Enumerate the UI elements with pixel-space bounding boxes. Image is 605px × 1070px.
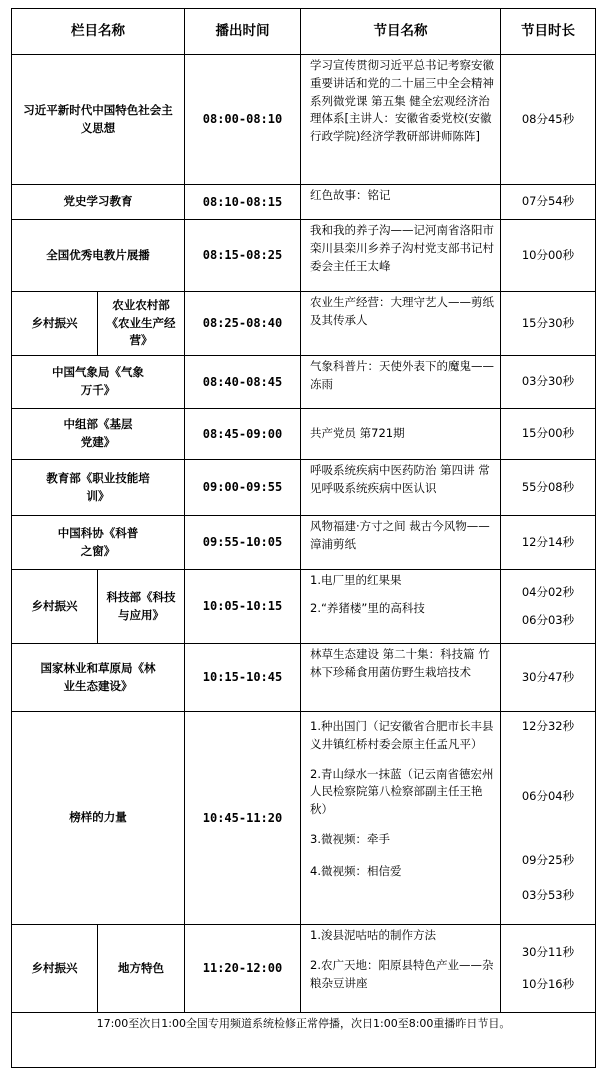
program-item: 1.种出国门（记安徽省合肥市长丰县义井镇红桥村委会原主任孟凡平）	[310, 719, 494, 751]
column-name: 全国优秀电教片展播	[12, 220, 185, 292]
table-row	[12, 570, 596, 644]
column-name: 国家林业和草原局《林业生态建设》	[12, 644, 185, 712]
program-list	[301, 570, 501, 644]
group-name: 乡村振兴	[12, 292, 98, 356]
table-row	[12, 925, 596, 1013]
duration: 03分30秒	[501, 356, 596, 409]
column-name: 榜样的力量	[12, 712, 185, 925]
program-name: 我和我的养子沟——记河南省洛阳市栾川县栾川乡养子沟村党支部书记村委会主任王太峰	[301, 220, 501, 292]
duration-item: 30分11秒	[521, 944, 575, 959]
duration-item: 03分53秒	[521, 888, 575, 903]
duration-item: 12分32秒	[521, 719, 575, 733]
duration: 55分08秒	[501, 460, 596, 516]
air-time: 10:05-10:15	[185, 570, 301, 644]
duration-item: 10分16秒	[521, 976, 575, 991]
duration-item: 06分03秒	[521, 612, 575, 627]
duration-item: 06分04秒	[521, 788, 575, 803]
program-item: 3.微视频：牵手	[310, 832, 390, 847]
group-name: 乡村振兴	[12, 925, 98, 1013]
program-name: 共产党员 第721期	[301, 409, 501, 460]
program-item: 1.浚县泥咕咕的制作方法	[310, 928, 436, 942]
air-time: 09:00-09:55	[185, 460, 301, 516]
table-row	[12, 356, 596, 409]
table-row	[12, 460, 596, 516]
air-time: 10:45-11:20	[185, 712, 301, 925]
table-row	[12, 292, 596, 356]
table-row	[12, 516, 596, 570]
column-name: 地方特色	[98, 925, 185, 1013]
footer-row	[12, 1013, 596, 1068]
table-row	[12, 409, 596, 460]
schedule-table	[11, 8, 596, 1068]
program-name: 气象科普片：天使外表下的魔鬼——冻雨	[301, 356, 501, 409]
column-name: 习近平新时代中国特色社会主义思想	[12, 55, 185, 185]
air-time: 08:25-08:40	[185, 292, 301, 356]
table-row	[12, 185, 596, 220]
program-name: 林草生态建设 第二十集：科技篇 竹林下珍稀食用菌仿野生栽培技术	[301, 644, 501, 712]
header-air-time: 播出时间	[185, 9, 301, 55]
program-name: 红色故事：铭记	[301, 185, 501, 220]
program-item: 1.电厂里的红果果	[310, 573, 402, 587]
column-name: 中国气象局《气象万千》	[12, 356, 185, 409]
air-time: 10:15-10:45	[185, 644, 301, 712]
column-name: 中国科协《科普之窗》	[12, 516, 185, 570]
group-name: 乡村振兴	[12, 570, 98, 644]
air-time: 11:20-12:00	[185, 925, 301, 1013]
duration-item: 04分02秒	[521, 584, 575, 599]
duration-item: 09分25秒	[521, 852, 575, 867]
air-time: 08:10-08:15	[185, 185, 301, 220]
header-duration: 节目时长	[501, 9, 596, 55]
duration: 08分45秒	[501, 55, 596, 185]
air-time: 08:15-08:25	[185, 220, 301, 292]
program-name: 农业生产经营：大理守艺人——剪纸及其传承人	[301, 292, 501, 356]
column-name: 党史学习教育	[12, 185, 185, 220]
program-list	[301, 712, 501, 925]
duration-list	[501, 570, 596, 644]
table-row	[12, 55, 596, 185]
duration: 12分14秒	[501, 516, 596, 570]
table-row	[12, 712, 596, 925]
duration-list	[501, 712, 596, 925]
air-time: 08:40-08:45	[185, 356, 301, 409]
program-list	[301, 925, 501, 1013]
header-column-name: 栏目名称	[12, 9, 185, 55]
footer-note: 17:00至次日1:00全国专用频道系统检修正常停播，次日1:00至8:00重播昨日节目。	[12, 1013, 596, 1068]
column-name: 中组部《基层党建》	[12, 409, 185, 460]
header-program-name: 节目名称	[301, 9, 501, 55]
header-row	[12, 9, 596, 55]
program-item: 2.农广天地：阳原县特色产业——杂粮杂豆讲座	[310, 957, 494, 990]
program-item: 2.“养猪楼”里的高科技	[310, 600, 425, 615]
air-time: 09:55-10:05	[185, 516, 301, 570]
duration: 15分30秒	[501, 292, 596, 356]
column-name: 教育部《职业技能培训》	[12, 460, 185, 516]
air-time: 08:00-08:10	[185, 55, 301, 185]
program-item: 4.微视频：相信爱	[310, 863, 402, 878]
duration: 07分54秒	[501, 185, 596, 220]
air-time: 08:45-09:00	[185, 409, 301, 460]
table-row	[12, 220, 596, 292]
duration: 10分00秒	[501, 220, 596, 292]
column-name: 科技部《科技与应用》	[98, 570, 185, 644]
table-row	[12, 644, 596, 712]
duration: 30分47秒	[501, 644, 596, 712]
program-item: 2.青山绿水一抹蓝（记云南省德宏州人民检察院第八检察部副主任王艳秋）	[310, 766, 494, 817]
program-name: 呼吸系统疾病中医药防治 第四讲 常见呼吸系统疾病中医认识	[301, 460, 501, 516]
column-name: 农业农村部《农业生产经营》	[98, 292, 185, 356]
duration: 15分00秒	[501, 409, 596, 460]
program-name: 风物福建·方寸之间 裁古今风物——漳浦剪纸	[301, 516, 501, 570]
program-name: 学习宣传贯彻习近平总书记考察安徽重要讲话和党的二十届三中全会精神系列微党课 第五集 健全宏观经济治理体系[主讲人：安徽省委党校(安徽行政学院)经济学教研部讲师陈阵]	[301, 55, 501, 185]
duration-list	[501, 925, 596, 1013]
